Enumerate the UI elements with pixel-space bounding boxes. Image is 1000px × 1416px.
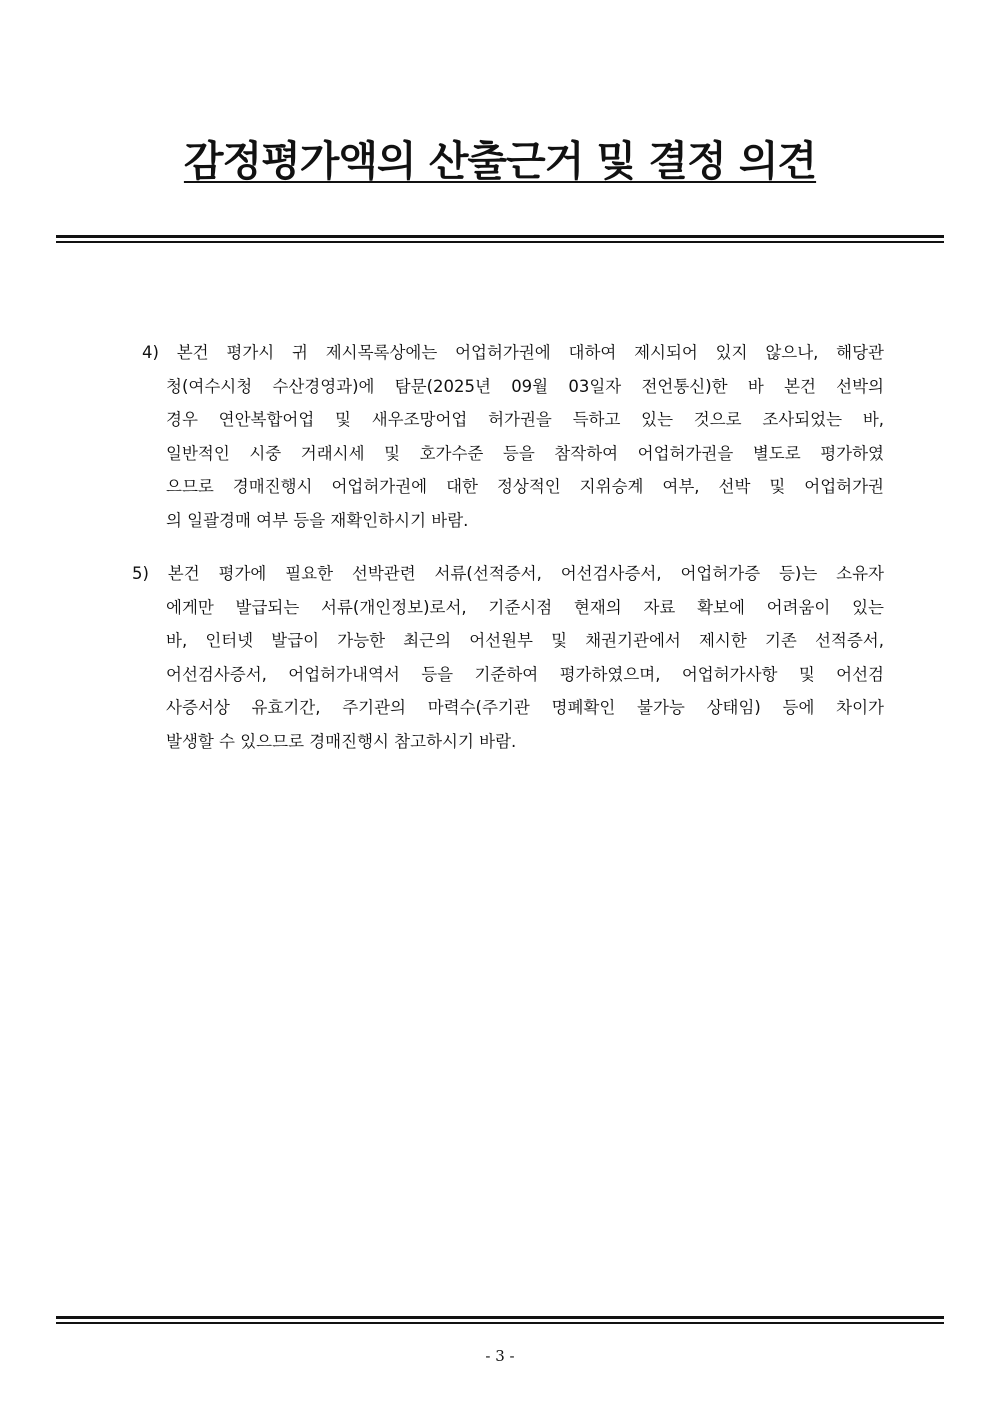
paragraph-line: 으므로 경매진행시 어업허가권에 대한 정상적인 지위승계 여부, 선박 및 어업허가권 <box>166 477 884 496</box>
paragraph-line: 사증서상 유효기간, 주기관의 마력수(주기관 명폐확인 불가능 상태임) 등에 차이가 <box>166 698 884 717</box>
paragraph-line: 청(여수시청 수산경영과)에 탐문(2025년 09월 03일자 전언통신)한 바 본건 선박의 <box>166 376 884 396</box>
page-number: - 3 - <box>485 1347 515 1365</box>
paragraph-line: 의 일괄경매 여부 등을 재확인하시기 바람. <box>166 510 469 530</box>
paragraph-4 <box>132 336 884 537</box>
paragraph-line: 4) 본건 평가시 귀 제시목록상에는 어업허가권에 대하여 제시되어 있지 않으나, 해당관 <box>142 343 884 362</box>
paragraph-line: 발생할 수 있으므로 경매진행시 참고하시기 바람. <box>166 731 517 751</box>
paragraph-line: 5) 본건 평가에 필요한 선박관련 서류(선적증서, 어선검사증서, 어업허가증 등)는 소유자 <box>132 564 884 583</box>
paragraph-line: 어선검사증서, 어업허가내역서 등을 기준하여 평가하였으며, 어업허가사항 및 어선검 <box>166 664 884 684</box>
page-title <box>0 128 1000 187</box>
paragraph-5 <box>132 557 884 758</box>
header-double-rule <box>56 235 944 243</box>
paragraph-line: 에게만 발급되는 서류(개인정보)로서, 기준시점 현재의 자료 확보에 어려움이 있는 <box>166 597 884 617</box>
paragraph-line: 경우 연안복합어업 및 새우조망어업 허가권을 득하고 있는 것으로 조사되었는 바, <box>166 410 884 429</box>
paragraph-line: 일반적인 시중 거래시세 및 호가수준 등을 참작하여 어업허가권을 별도로 평가하였 <box>166 443 884 463</box>
page-title-text: 감정평가액의 산출근거 및 결정 의견 <box>183 137 817 185</box>
paragraph-line: 바, 인터넷 발급이 가능한 최근의 어선원부 및 채권기관에서 제시한 기존 선적증서, <box>166 631 884 650</box>
footer-double-rule <box>56 1316 944 1324</box>
